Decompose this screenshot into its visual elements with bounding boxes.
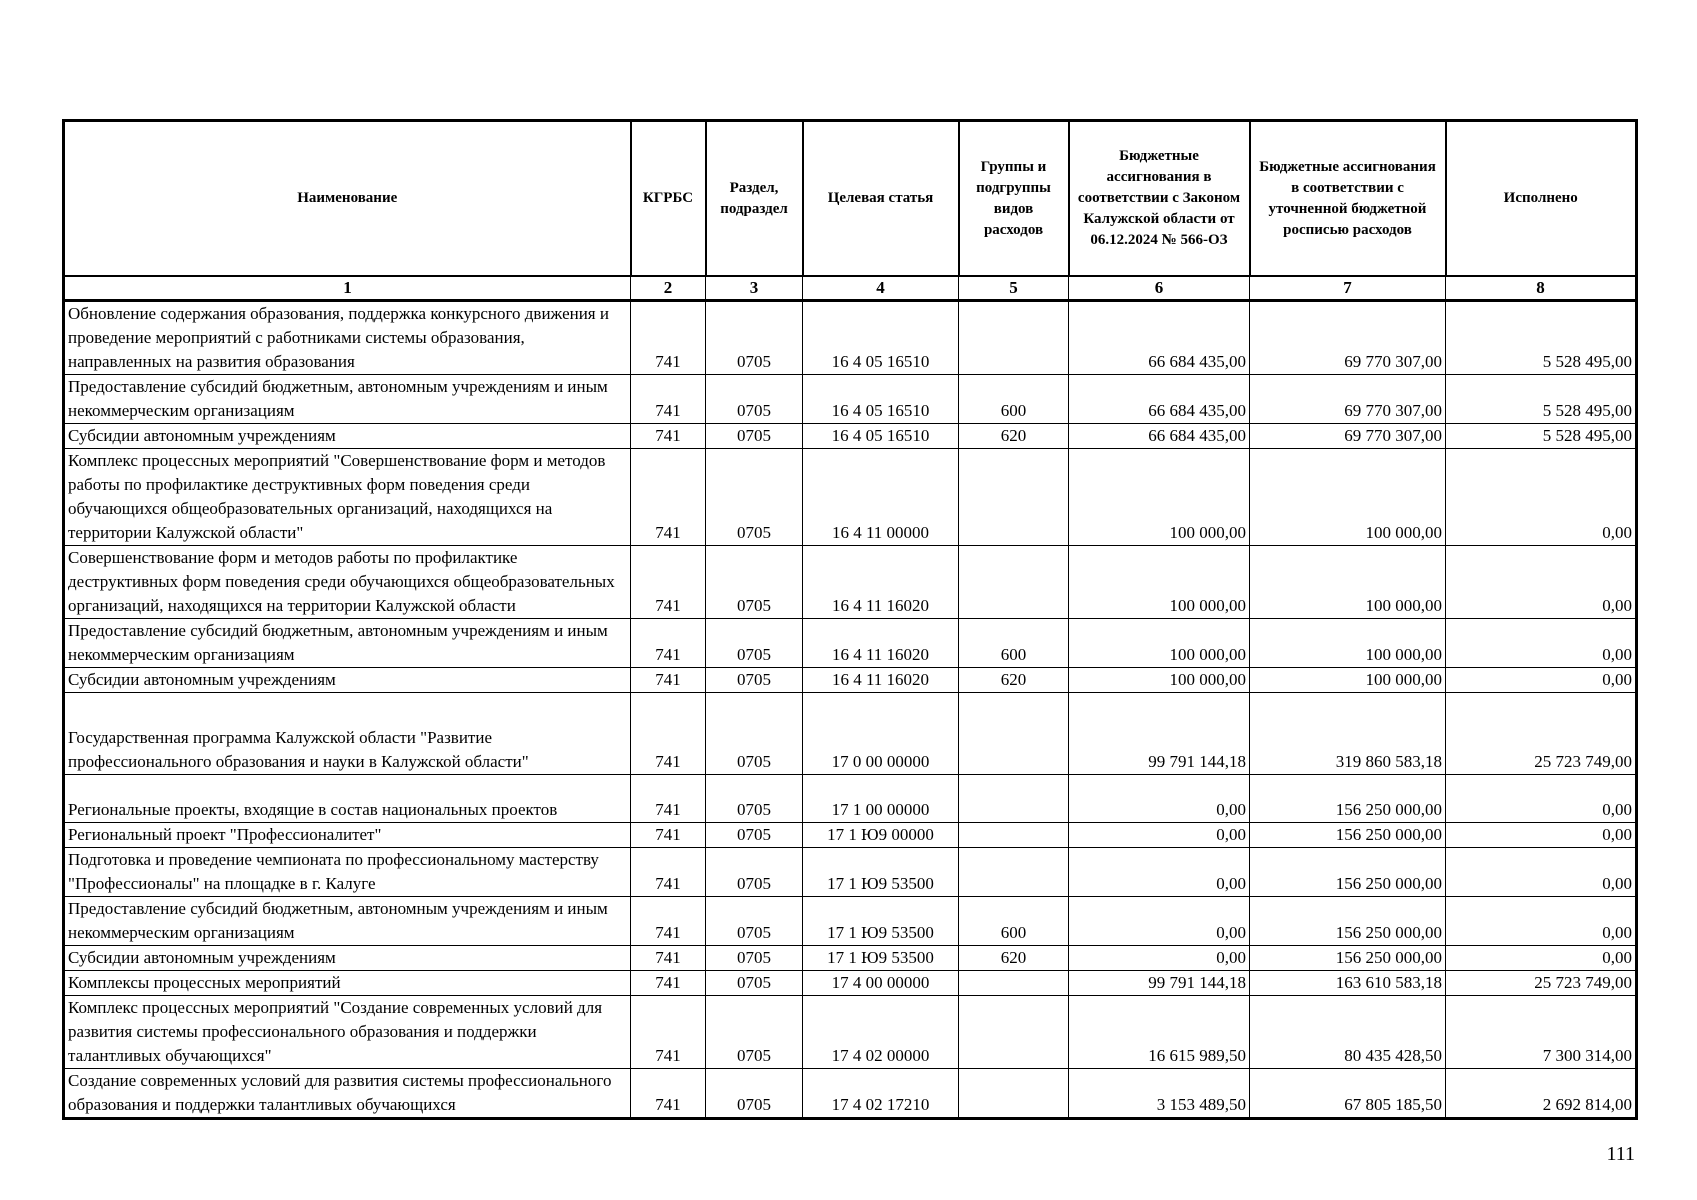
row-kgrbs: 741 xyxy=(631,946,706,971)
row-section: 0705 xyxy=(706,668,803,693)
row-refined: 67 805 185,50 xyxy=(1250,1069,1446,1119)
row-law: 16 615 989,50 xyxy=(1069,996,1250,1069)
row-refined: 156 250 000,00 xyxy=(1250,946,1446,971)
row-group: 600 xyxy=(959,375,1069,424)
row-kgrbs: 741 xyxy=(631,823,706,848)
row-law: 66 684 435,00 xyxy=(1069,375,1250,424)
row-name: Предоставление субсидий бюджетным, автономным учреждениям и иным некоммерческим организациям xyxy=(64,619,631,668)
row-target: 17 1 00 00000 xyxy=(803,775,959,823)
row-name: Государственная программа Калужской области "Развитие профессионального образования и науки в Калужской области" xyxy=(64,693,631,775)
row-target: 16 4 05 16510 xyxy=(803,424,959,449)
row-refined: 156 250 000,00 xyxy=(1250,823,1446,848)
header-section: Раздел, подраздел xyxy=(706,121,803,277)
row-target: 17 4 02 00000 xyxy=(803,996,959,1069)
table-row xyxy=(64,693,1637,775)
column-number: 5 xyxy=(959,276,1069,301)
row-executed: 5 528 495,00 xyxy=(1446,375,1637,424)
header-law: Бюджетные ассигнования в соответствии с Законом Калужской области от 06.12.2024 № 566-ОЗ xyxy=(1069,121,1250,277)
row-group: 620 xyxy=(959,946,1069,971)
row-section: 0705 xyxy=(706,546,803,619)
row-refined: 69 770 307,00 xyxy=(1250,301,1446,375)
table-row xyxy=(64,823,1637,848)
table-row xyxy=(64,946,1637,971)
row-kgrbs: 741 xyxy=(631,693,706,775)
row-target: 17 4 02 17210 xyxy=(803,1069,959,1119)
header-target: Целевая статья xyxy=(803,121,959,277)
row-kgrbs: 741 xyxy=(631,449,706,546)
row-target: 16 4 11 16020 xyxy=(803,668,959,693)
row-name: Субсидии автономным учреждениям xyxy=(64,424,631,449)
row-refined: 80 435 428,50 xyxy=(1250,996,1446,1069)
row-kgrbs: 741 xyxy=(631,971,706,996)
header-executed: Исполнено xyxy=(1446,121,1637,277)
row-refined: 163 610 583,18 xyxy=(1250,971,1446,996)
table-row xyxy=(64,971,1637,996)
row-refined: 100 000,00 xyxy=(1250,668,1446,693)
row-kgrbs: 741 xyxy=(631,848,706,897)
row-target: 17 1 Ю9 53500 xyxy=(803,946,959,971)
row-executed: 0,00 xyxy=(1446,897,1637,946)
table-row xyxy=(64,775,1637,823)
row-section: 0705 xyxy=(706,823,803,848)
column-number: 3 xyxy=(706,276,803,301)
row-executed: 0,00 xyxy=(1446,775,1637,823)
row-executed: 5 528 495,00 xyxy=(1446,301,1637,375)
row-section: 0705 xyxy=(706,775,803,823)
row-group xyxy=(959,693,1069,775)
row-target: 16 4 11 16020 xyxy=(803,546,959,619)
row-law: 0,00 xyxy=(1069,823,1250,848)
table-row xyxy=(64,449,1637,546)
row-kgrbs: 741 xyxy=(631,424,706,449)
row-group xyxy=(959,823,1069,848)
row-group xyxy=(959,1069,1069,1119)
row-group: 620 xyxy=(959,424,1069,449)
row-name: Комплекс процессных мероприятий "Совершенствование форм и методов работы по профилактике деструктивных форм поведения среди обучающихся общеобразовательных организаций, находящихся на территории Калужской области" xyxy=(64,449,631,546)
row-refined: 69 770 307,00 xyxy=(1250,424,1446,449)
column-number-row xyxy=(64,276,1637,301)
row-kgrbs: 741 xyxy=(631,619,706,668)
column-number: 4 xyxy=(803,276,959,301)
row-name: Региональный проект "Профессионалитет" xyxy=(64,823,631,848)
table-row xyxy=(64,897,1637,946)
header-name: Наименование xyxy=(64,121,631,277)
row-name: Предоставление субсидий бюджетным, автономным учреждениям и иным некоммерческим организациям xyxy=(64,375,631,424)
row-target: 16 4 05 16510 xyxy=(803,301,959,375)
row-target: 17 1 Ю9 53500 xyxy=(803,848,959,897)
row-name: Региональные проекты, входящие в состав национальных проектов xyxy=(64,775,631,823)
row-section: 0705 xyxy=(706,693,803,775)
row-refined: 100 000,00 xyxy=(1250,619,1446,668)
row-target: 16 4 05 16510 xyxy=(803,375,959,424)
row-name: Предоставление субсидий бюджетным, автономным учреждениям и иным некоммерческим организациям xyxy=(64,897,631,946)
row-group xyxy=(959,971,1069,996)
row-section: 0705 xyxy=(706,375,803,424)
row-kgrbs: 741 xyxy=(631,668,706,693)
table-row xyxy=(64,546,1637,619)
header-group: Группы и подгруппы видов расходов xyxy=(959,121,1069,277)
row-section: 0705 xyxy=(706,619,803,668)
row-executed: 0,00 xyxy=(1446,619,1637,668)
row-group xyxy=(959,996,1069,1069)
row-law: 100 000,00 xyxy=(1069,668,1250,693)
column-number: 6 xyxy=(1069,276,1250,301)
row-law: 66 684 435,00 xyxy=(1069,424,1250,449)
row-target: 17 1 Ю9 53500 xyxy=(803,897,959,946)
row-kgrbs: 741 xyxy=(631,546,706,619)
row-name: Субсидии автономным учреждениям xyxy=(64,668,631,693)
table-row xyxy=(64,996,1637,1069)
row-group xyxy=(959,301,1069,375)
row-law: 0,00 xyxy=(1069,775,1250,823)
header-refined: Бюджетные ассигнования в соответствии с уточненной бюджетной росписью расходов xyxy=(1250,121,1446,277)
row-group: 600 xyxy=(959,619,1069,668)
row-executed: 0,00 xyxy=(1446,668,1637,693)
row-group xyxy=(959,546,1069,619)
row-section: 0705 xyxy=(706,996,803,1069)
row-kgrbs: 741 xyxy=(631,1069,706,1119)
row-law: 100 000,00 xyxy=(1069,546,1250,619)
column-number: 8 xyxy=(1446,276,1637,301)
table-row xyxy=(64,301,1637,375)
row-group xyxy=(959,775,1069,823)
row-law: 66 684 435,00 xyxy=(1069,301,1250,375)
row-group: 600 xyxy=(959,897,1069,946)
row-section: 0705 xyxy=(706,1069,803,1119)
row-section: 0705 xyxy=(706,301,803,375)
row-kgrbs: 741 xyxy=(631,897,706,946)
row-kgrbs: 741 xyxy=(631,775,706,823)
table-header-row xyxy=(64,121,1637,277)
column-number: 1 xyxy=(64,276,631,301)
row-name: Комплекс процессных мероприятий "Создание современных условий для развития системы профессионального образования и поддержки талантливых обучающихся" xyxy=(64,996,631,1069)
row-executed: 7 300 314,00 xyxy=(1446,996,1637,1069)
row-executed: 2 692 814,00 xyxy=(1446,1069,1637,1119)
row-name: Совершенствование форм и методов работы по профилактике деструктивных форм поведения среди обучающихся общеобразовательных организаций, находящихся на территории Калужской области xyxy=(64,546,631,619)
row-refined: 156 250 000,00 xyxy=(1250,848,1446,897)
row-refined: 319 860 583,18 xyxy=(1250,693,1446,775)
row-kgrbs: 741 xyxy=(631,375,706,424)
header-kgrbs: КГРБС xyxy=(631,121,706,277)
row-section: 0705 xyxy=(706,946,803,971)
row-section: 0705 xyxy=(706,897,803,946)
row-name: Подготовка и проведение чемпионата по профессиональному мастерству "Профессионалы" на площадке в г. Калуге xyxy=(64,848,631,897)
row-law: 0,00 xyxy=(1069,946,1250,971)
table-row xyxy=(64,1069,1637,1119)
row-refined: 156 250 000,00 xyxy=(1250,897,1446,946)
row-target: 17 0 00 00000 xyxy=(803,693,959,775)
row-kgrbs: 741 xyxy=(631,996,706,1069)
row-section: 0705 xyxy=(706,848,803,897)
row-target: 17 1 Ю9 00000 xyxy=(803,823,959,848)
table-row xyxy=(64,424,1637,449)
page-number: 111 xyxy=(1606,1143,1635,1165)
column-number: 7 xyxy=(1250,276,1446,301)
row-section: 0705 xyxy=(706,449,803,546)
row-refined: 100 000,00 xyxy=(1250,546,1446,619)
row-executed: 5 528 495,00 xyxy=(1446,424,1637,449)
row-name: Создание современных условий для развития системы профессионального образования и поддержки талантливых обучающихся xyxy=(64,1069,631,1119)
row-refined: 156 250 000,00 xyxy=(1250,775,1446,823)
row-law: 3 153 489,50 xyxy=(1069,1069,1250,1119)
row-target: 16 4 11 00000 xyxy=(803,449,959,546)
row-executed: 0,00 xyxy=(1446,449,1637,546)
row-executed: 0,00 xyxy=(1446,823,1637,848)
row-target: 16 4 11 16020 xyxy=(803,619,959,668)
row-group xyxy=(959,449,1069,546)
row-name: Комплексы процессных мероприятий xyxy=(64,971,631,996)
row-name: Субсидии автономным учреждениям xyxy=(64,946,631,971)
row-executed: 25 723 749,00 xyxy=(1446,971,1637,996)
column-number: 2 xyxy=(631,276,706,301)
row-group: 620 xyxy=(959,668,1069,693)
row-refined: 69 770 307,00 xyxy=(1250,375,1446,424)
row-kgrbs: 741 xyxy=(631,301,706,375)
row-section: 0705 xyxy=(706,971,803,996)
row-executed: 0,00 xyxy=(1446,946,1637,971)
row-law: 99 791 144,18 xyxy=(1069,693,1250,775)
row-refined: 100 000,00 xyxy=(1250,449,1446,546)
row-law: 100 000,00 xyxy=(1069,449,1250,546)
budget-table xyxy=(62,119,1638,1120)
row-executed: 0,00 xyxy=(1446,848,1637,897)
row-name: Обновление содержания образования, поддержка конкурсного движения и проведение мероприятий с работниками системы образования, направленных на развития образования xyxy=(64,301,631,375)
row-section: 0705 xyxy=(706,424,803,449)
row-law: 99 791 144,18 xyxy=(1069,971,1250,996)
row-group xyxy=(959,848,1069,897)
row-executed: 0,00 xyxy=(1446,546,1637,619)
row-target: 17 4 00 00000 xyxy=(803,971,959,996)
row-law: 0,00 xyxy=(1069,897,1250,946)
table-row xyxy=(64,619,1637,668)
row-law: 0,00 xyxy=(1069,848,1250,897)
table-row xyxy=(64,375,1637,424)
table-row xyxy=(64,848,1637,897)
row-executed: 25 723 749,00 xyxy=(1446,693,1637,775)
row-law: 100 000,00 xyxy=(1069,619,1250,668)
table-row xyxy=(64,668,1637,693)
